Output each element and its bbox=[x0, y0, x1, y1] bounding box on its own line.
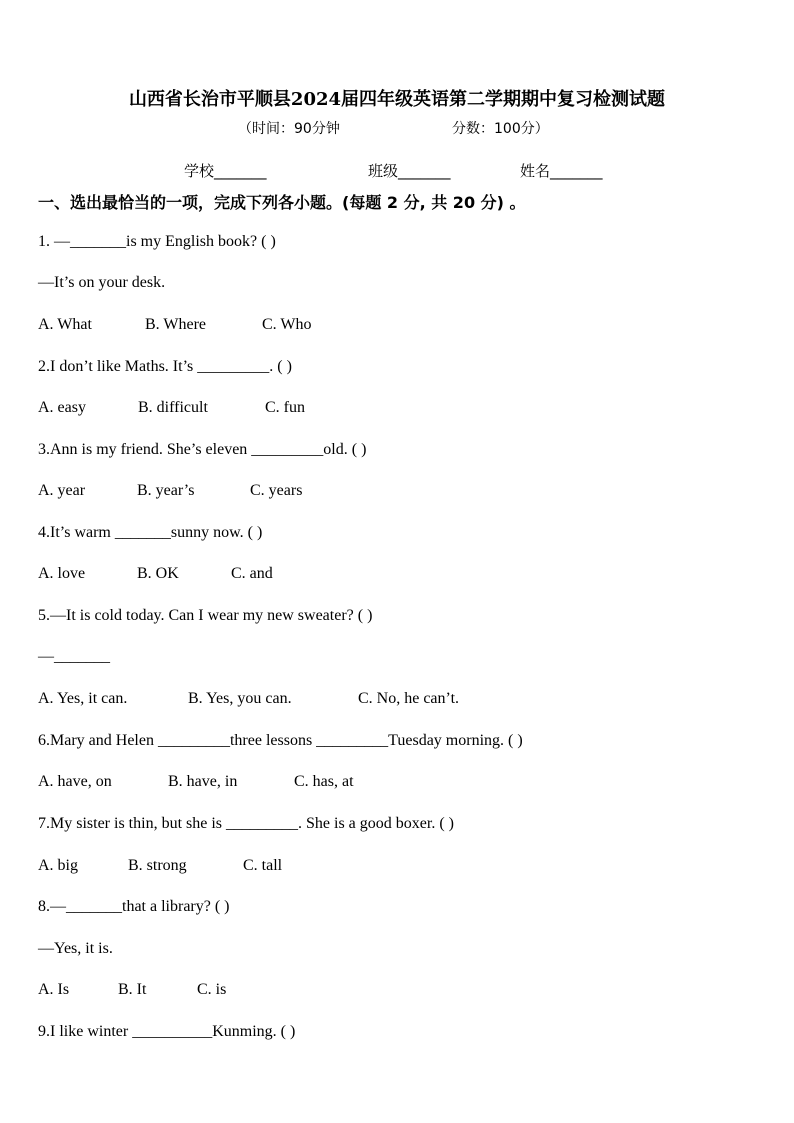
option-c: C. Who bbox=[262, 316, 312, 333]
option-c: C. fun bbox=[265, 399, 305, 416]
section-heading: 一、选出最恰当的一项，完成下列各小题。(每题 2 分, 共 20 分) 。 bbox=[38, 193, 526, 212]
option-a: A. love bbox=[38, 565, 86, 582]
option-c: C. and bbox=[231, 565, 273, 582]
question-8-answer: —Yes, it is. bbox=[38, 940, 113, 957]
question-1-stem: 1. —_______is my English book? ( ) bbox=[38, 233, 276, 250]
option-a: A. Is bbox=[38, 981, 70, 998]
question-5-stem: 5.—It is cold today. Can I wear my new sweater? ( ) bbox=[38, 607, 373, 624]
option-b: B. have, in bbox=[168, 773, 238, 790]
option-b: B. Yes, you can. bbox=[188, 690, 292, 707]
option-c: C. No, he can’t. bbox=[358, 690, 460, 707]
question-8-options bbox=[38, 981, 226, 999]
page-title: 山西省长治市平顺县2024届四年级英语第二学期期中复习检测试题 bbox=[128, 89, 666, 110]
option-a: A. big bbox=[38, 857, 78, 874]
question-4-stem: 4.It’s warm _______sunny now. ( ) bbox=[38, 524, 263, 541]
option-c: C. has, at bbox=[294, 773, 354, 790]
question-8-stem: 8.—_______that a library? ( ) bbox=[38, 898, 230, 915]
class-field: 班级_______ bbox=[368, 162, 451, 180]
option-b: B. Where bbox=[145, 316, 207, 333]
option-c: C. years bbox=[250, 482, 303, 499]
question-5-options bbox=[38, 690, 459, 708]
option-b: B. strong bbox=[128, 857, 187, 874]
question-7-stem: 7.My sister is thin, but she is _________. She is a good boxer. ( ) bbox=[38, 815, 454, 832]
option-a: A. Yes, it can. bbox=[38, 690, 128, 707]
question-2-options bbox=[38, 399, 305, 417]
exam-score: 分数：100分） bbox=[452, 121, 549, 137]
option-a: A. have, on bbox=[38, 773, 112, 790]
exam-time: （时间：90分钟 bbox=[238, 121, 340, 137]
question-2-stem: 2.I don’t like Maths. It’s _________. ( ) bbox=[38, 358, 292, 375]
option-b: B. year’s bbox=[137, 482, 195, 499]
question-1-options bbox=[38, 316, 311, 334]
option-a: A. year bbox=[38, 482, 86, 499]
option-a: A. easy bbox=[38, 399, 86, 416]
question-6-stem: 6.Mary and Helen _________three lessons _________Tuesday morning. ( ) bbox=[38, 732, 523, 749]
option-b: B. OK bbox=[137, 565, 179, 582]
question-1-answer: —It’s on your desk. bbox=[38, 274, 166, 291]
question-5-answer: —_______ bbox=[38, 648, 110, 665]
school-field: 学校_______ bbox=[184, 162, 267, 180]
option-a: A. What bbox=[38, 316, 92, 333]
option-b: B. It bbox=[118, 981, 147, 998]
option-c: C. is bbox=[197, 981, 227, 998]
option-b: B. difficult bbox=[138, 399, 208, 416]
option-c: C. tall bbox=[243, 857, 283, 874]
question-9-stem: 9.I like winter __________Kunming. ( ) bbox=[38, 1023, 296, 1040]
question-7-options bbox=[38, 857, 282, 875]
question-4-options bbox=[38, 565, 273, 583]
question-3-stem: 3.Ann is my friend. She’s eleven _________old. ( ) bbox=[38, 441, 367, 458]
question-6-options bbox=[38, 773, 354, 791]
question-3-options bbox=[38, 482, 302, 500]
name-field: 姓名_______ bbox=[520, 162, 603, 180]
